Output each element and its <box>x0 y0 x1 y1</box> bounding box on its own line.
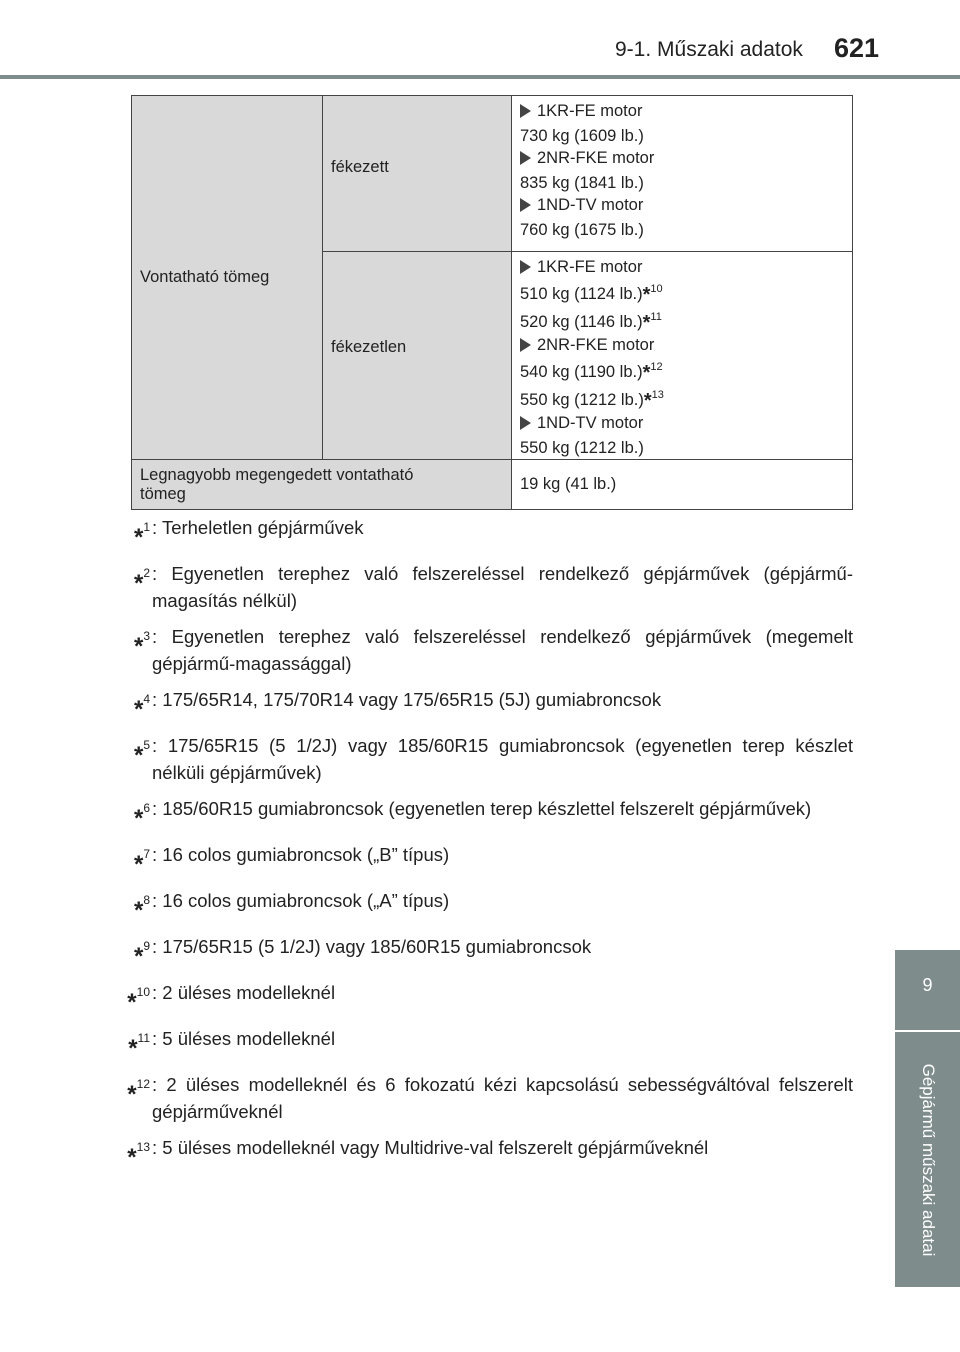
unbraked-value: 510 kg (1124 lb.)*$^{10}$ <box>520 283 663 306</box>
engine-name: 1ND-TV motor <box>537 413 644 432</box>
footnote-ref: 12 <box>650 361 663 373</box>
engine-heading <box>520 147 844 169</box>
footnote-star: * <box>133 943 144 970</box>
engine-name: 1KR-FE motor <box>537 257 643 276</box>
footnote-star: * <box>127 1144 137 1171</box>
max-towing-label-cell <box>132 460 512 510</box>
footnote-text: : 2 üléses modelleknél és 6 fokozatú kézi kapcsolású sebességváltóval felszerelt gépjárműveknél <box>152 1074 853 1122</box>
triangle-bullet-icon <box>520 338 531 352</box>
engine-heading <box>520 412 844 434</box>
engine-heading <box>520 334 844 356</box>
footnote-text: : Egyenetlen terephez való felszereléssel rendelkező gépjárművek (megemelt gépjármű-magassággal) <box>152 626 853 674</box>
unbraked-value: 550 kg (1212 lb.)*$^{13}$ <box>520 389 664 412</box>
footnote-star: * <box>128 1035 138 1062</box>
unbraked-value: 550 kg (1212 lb.) <box>520 439 644 457</box>
footnote-text: : 16 colos gumiabroncsok („B” típus) <box>152 844 450 865</box>
footnote-star: * <box>133 897 144 924</box>
footnote-text: : Terheletlen gépjárművek <box>152 517 364 538</box>
footnote-text: : 175/65R15 (5 1/2J) vagy 185/60R15 gumiabroncsok <box>152 936 592 957</box>
towing-weight-table <box>131 95 853 510</box>
engine-name: 2NR-FKE motor <box>537 335 655 354</box>
footnote-marker <box>100 979 150 1016</box>
footnote-marker <box>100 887 150 924</box>
engine-heading <box>520 256 844 278</box>
braked-label-cell <box>323 96 512 252</box>
unbraked-values-cell <box>512 252 853 460</box>
footnote-marker <box>100 1134 150 1171</box>
footnote-marker <box>100 841 150 878</box>
footnote-text: : Egyenetlen terephez való felszereléssel rendelkező gépjárművek (gépjármű-magasítás nélkül) <box>152 563 853 611</box>
engine-name: 1ND-TV motor <box>537 195 644 214</box>
footnotes <box>100 514 853 1180</box>
footnote-ref: 13 <box>651 389 664 401</box>
footnote-text: : 5 üléses modelleknél vagy Multidrive-val felszerelt gépjárműveknél <box>152 1137 709 1158</box>
footnote-item <box>100 514 853 551</box>
max-towing-value: 19 kg (41 lb.) <box>520 475 617 493</box>
braked-values-cell <box>512 96 853 252</box>
footnote-marker <box>100 795 150 832</box>
footnote-marker <box>100 623 150 677</box>
footnote-star: * <box>133 742 144 769</box>
footnote-text: : 175/65R14, 175/70R14 vagy 175/65R15 (5J) gumiabroncsok <box>152 689 662 710</box>
triangle-bullet-icon <box>520 260 531 274</box>
footnote-star: * <box>133 805 144 832</box>
engine-name: 1KR-FE motor <box>537 101 643 120</box>
chapter-tab[interactable] <box>895 950 960 1030</box>
footnote-text: : 2 üléses modelleknél <box>152 982 336 1003</box>
footnote-star: * <box>133 524 144 551</box>
footnote-item <box>100 1025 853 1062</box>
footnote-item <box>100 887 853 924</box>
footnote-number: 10 <box>136 985 150 999</box>
unbraked-value: 540 kg (1190 lb.)*$^{12}$ <box>520 361 663 384</box>
towing-weight-label: Vontatható tömeg <box>140 268 270 286</box>
footnote-star: * <box>133 633 144 660</box>
footnote-item <box>100 732 853 786</box>
footnote-marker <box>100 514 150 551</box>
footnote-star: * <box>642 362 651 384</box>
footnote-star: * <box>133 851 144 878</box>
footnote-number: 9 <box>143 939 150 953</box>
triangle-bullet-icon <box>520 104 531 118</box>
footnote-item <box>100 1134 853 1171</box>
unbraked-label-cell <box>323 252 512 460</box>
footnote-star: * <box>127 989 137 1016</box>
footnote-number: 8 <box>143 893 150 907</box>
footnote-marker <box>100 686 150 723</box>
page-number: 621 <box>834 33 880 63</box>
footnote-marker <box>100 560 150 614</box>
footnote-item <box>100 1071 853 1125</box>
chapter-number: 9 <box>922 975 933 995</box>
footnote-item <box>100 841 853 878</box>
header-rule <box>0 75 960 79</box>
footnote-item <box>100 560 853 614</box>
max-towing-label-line2: tömeg <box>140 484 186 503</box>
triangle-bullet-icon <box>520 416 531 430</box>
chapter-title: Gépjármű műszaki adatai <box>918 1063 938 1256</box>
footnote-number: 13 <box>136 1140 150 1154</box>
footnote-item <box>100 623 853 677</box>
braked-value: 760 kg (1675 lb.) <box>520 221 644 239</box>
footnote-number: 12 <box>136 1077 150 1091</box>
footnote-star: * <box>642 312 651 334</box>
footnote-number: 11 <box>137 1031 150 1045</box>
footnote-ref: 10 <box>650 283 663 295</box>
engine-heading <box>520 100 844 122</box>
footnote-marker <box>100 933 150 970</box>
footnote-item <box>100 686 853 723</box>
footnote-number: 1 <box>143 520 150 534</box>
unbraked-value: 520 kg (1146 lb.)*$^{11}$ <box>520 311 662 334</box>
footnote-ref: 11 <box>650 311 662 323</box>
footnote-text: : 5 üléses modelleknél <box>152 1028 336 1049</box>
footnote-text: : 16 colos gumiabroncsok („A” típus) <box>152 890 450 911</box>
footnote-marker <box>100 1071 150 1125</box>
max-towing-label-line1: Legnagyobb megengedett vontatható <box>140 465 414 484</box>
footnote-item <box>100 933 853 970</box>
chapter-side-label <box>895 1032 960 1287</box>
footnote-star: * <box>642 284 651 306</box>
footnote-text: : 185/60R15 gumiabroncsok (egyenetlen terep készlettel felszerelt gépjárművek) <box>152 798 812 819</box>
towing-weight-label-cell <box>132 96 323 460</box>
footnote-marker <box>100 732 150 786</box>
footnote-number: 4 <box>143 692 150 706</box>
engine-name: 2NR-FKE motor <box>537 148 655 167</box>
header-section-title: 9-1. Műszaki adatok <box>615 38 803 61</box>
footnote-number: 5 <box>143 738 150 752</box>
footnote-item <box>100 795 853 832</box>
footnote-number: 3 <box>143 629 150 643</box>
footnote-marker <box>100 1025 150 1062</box>
unbraked-label: fékezetlen <box>331 338 407 356</box>
footnote-number: 7 <box>143 847 150 861</box>
braked-value: 835 kg (1841 lb.) <box>520 174 644 192</box>
footnote-text: : 175/65R15 (5 1/2J) vagy 185/60R15 gumiabroncsok (egyenetlen terep készlet nélküli gépjárművek) <box>152 735 853 783</box>
footnote-star: * <box>127 1081 137 1108</box>
triangle-bullet-icon <box>520 151 531 165</box>
footnote-star: * <box>643 390 652 412</box>
footnote-star: * <box>133 696 144 723</box>
triangle-bullet-icon <box>520 198 531 212</box>
braked-value: 730 kg (1609 lb.) <box>520 127 644 145</box>
footnote-star: * <box>133 570 144 597</box>
max-towing-value-cell <box>512 460 853 510</box>
engine-heading <box>520 194 844 216</box>
footnote-number: 2 <box>143 566 150 580</box>
braked-label: fékezett <box>331 158 389 176</box>
footnote-number: 6 <box>143 801 150 815</box>
footnote-item <box>100 979 853 1016</box>
